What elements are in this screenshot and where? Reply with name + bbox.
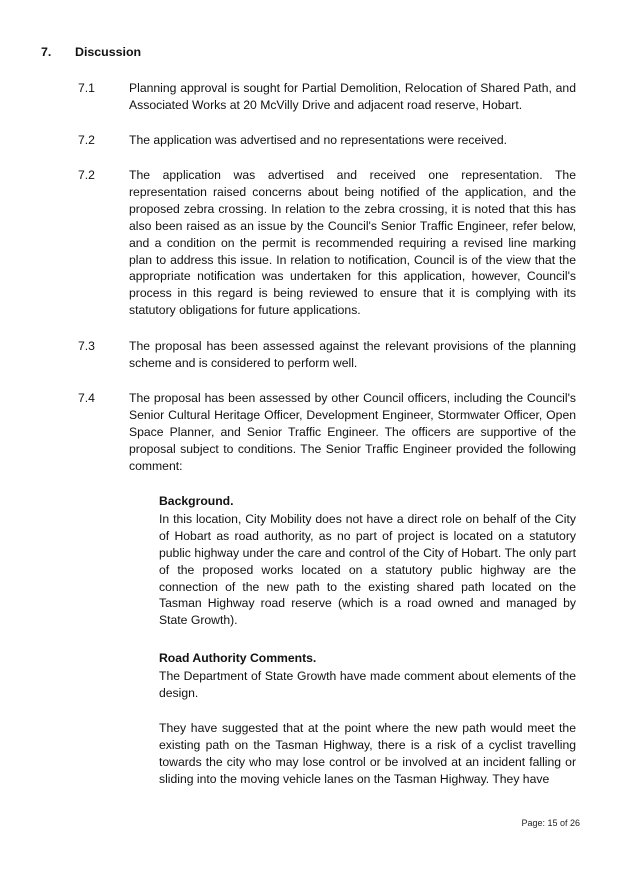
road-authority-block bbox=[159, 650, 576, 702]
paragraph-text: The proposal has been assessed against the relevant provisions of the planning scheme and is considered to perform well. bbox=[129, 339, 576, 370]
paragraph-text: The proposal has been assessed by other Council officers, including the Council's Senior Cultural Heritage Officer, Development Engineer, Stormwater Officer, Open Space Planner, and Senior Traffic Engineer. The officers are supportive of the proposal subject to conditions. The Senior Traffic Engineer provided the following comment: bbox=[129, 391, 576, 473]
paragraph-7-4 bbox=[78, 390, 576, 475]
paragraph-7-1 bbox=[78, 80, 576, 114]
road-authority-text: The Department of State Growth have made comment about elements of the design. bbox=[159, 668, 576, 700]
background-block bbox=[159, 493, 576, 629]
section-number: 7. bbox=[41, 45, 52, 59]
paragraph-number: 7.1 bbox=[78, 81, 95, 95]
road-authority-text-2: They have suggested that at the point where the new path would meet the existing path on the Tasman Highway, there is a risk of a cyclist travelling towards the city who may lose control or be involved at an incident falling or sliding into the moving vehicle lanes on the Tasman Highway. They have bbox=[159, 721, 576, 786]
paragraph-text: The application was advertised and no representations were received. bbox=[129, 133, 508, 147]
paragraph-7-3 bbox=[78, 338, 576, 372]
section-title: Discussion bbox=[75, 45, 142, 59]
paragraph-number: 7.4 bbox=[78, 391, 95, 405]
road-authority-block-2 bbox=[159, 720, 576, 788]
paragraph-number: 7.2 bbox=[78, 168, 95, 182]
paragraph-7-2-amended bbox=[78, 167, 576, 319]
paragraph-number: 7.3 bbox=[78, 339, 95, 353]
page-number: Page: 15 of 26 bbox=[521, 818, 580, 828]
paragraph-number: 7.2 bbox=[78, 133, 95, 147]
road-authority-heading: Road Authority Comments. bbox=[159, 651, 317, 665]
paragraph-text: Planning approval is sought for Partial Demolition, Relocation of Shared Path, and Associated Works at 20 McVilly Drive and adjacent road reserve, Hobart. bbox=[129, 81, 576, 112]
section-heading bbox=[41, 44, 141, 61]
paragraph-text: The application was advertised and received one representation. The representation raised concerns about being notified of the application, and the proposed zebra crossing. In relation to the zebra crossing, it is noted that this has also been raised as an issue by the Council's Senior Traffic Engineer, refer below, and a condition on the permit is recommended requiring a revised line marking plan to address this issue. In relation to notification, Council is of the view that the appropriate notification was undertaken for this application, however, Council's process in this regard is being reviewed to ensure that it is complying with its statutory obligations for future applications. bbox=[129, 168, 576, 318]
paragraph-7-2-original bbox=[78, 132, 576, 149]
background-heading: Background. bbox=[159, 494, 234, 508]
background-text: In this location, City Mobility does not have a direct role on behalf of the City of Hobart as road authority, as no part of project is located on a statutory public highway under the care and control of the City of Hobart. The only part of the proposed works located on a statutory public highway are the connection of the new path to the existing shared path located on the Tasman Highway road reserve (which is a road owned and managed by State Growth). bbox=[159, 511, 576, 628]
